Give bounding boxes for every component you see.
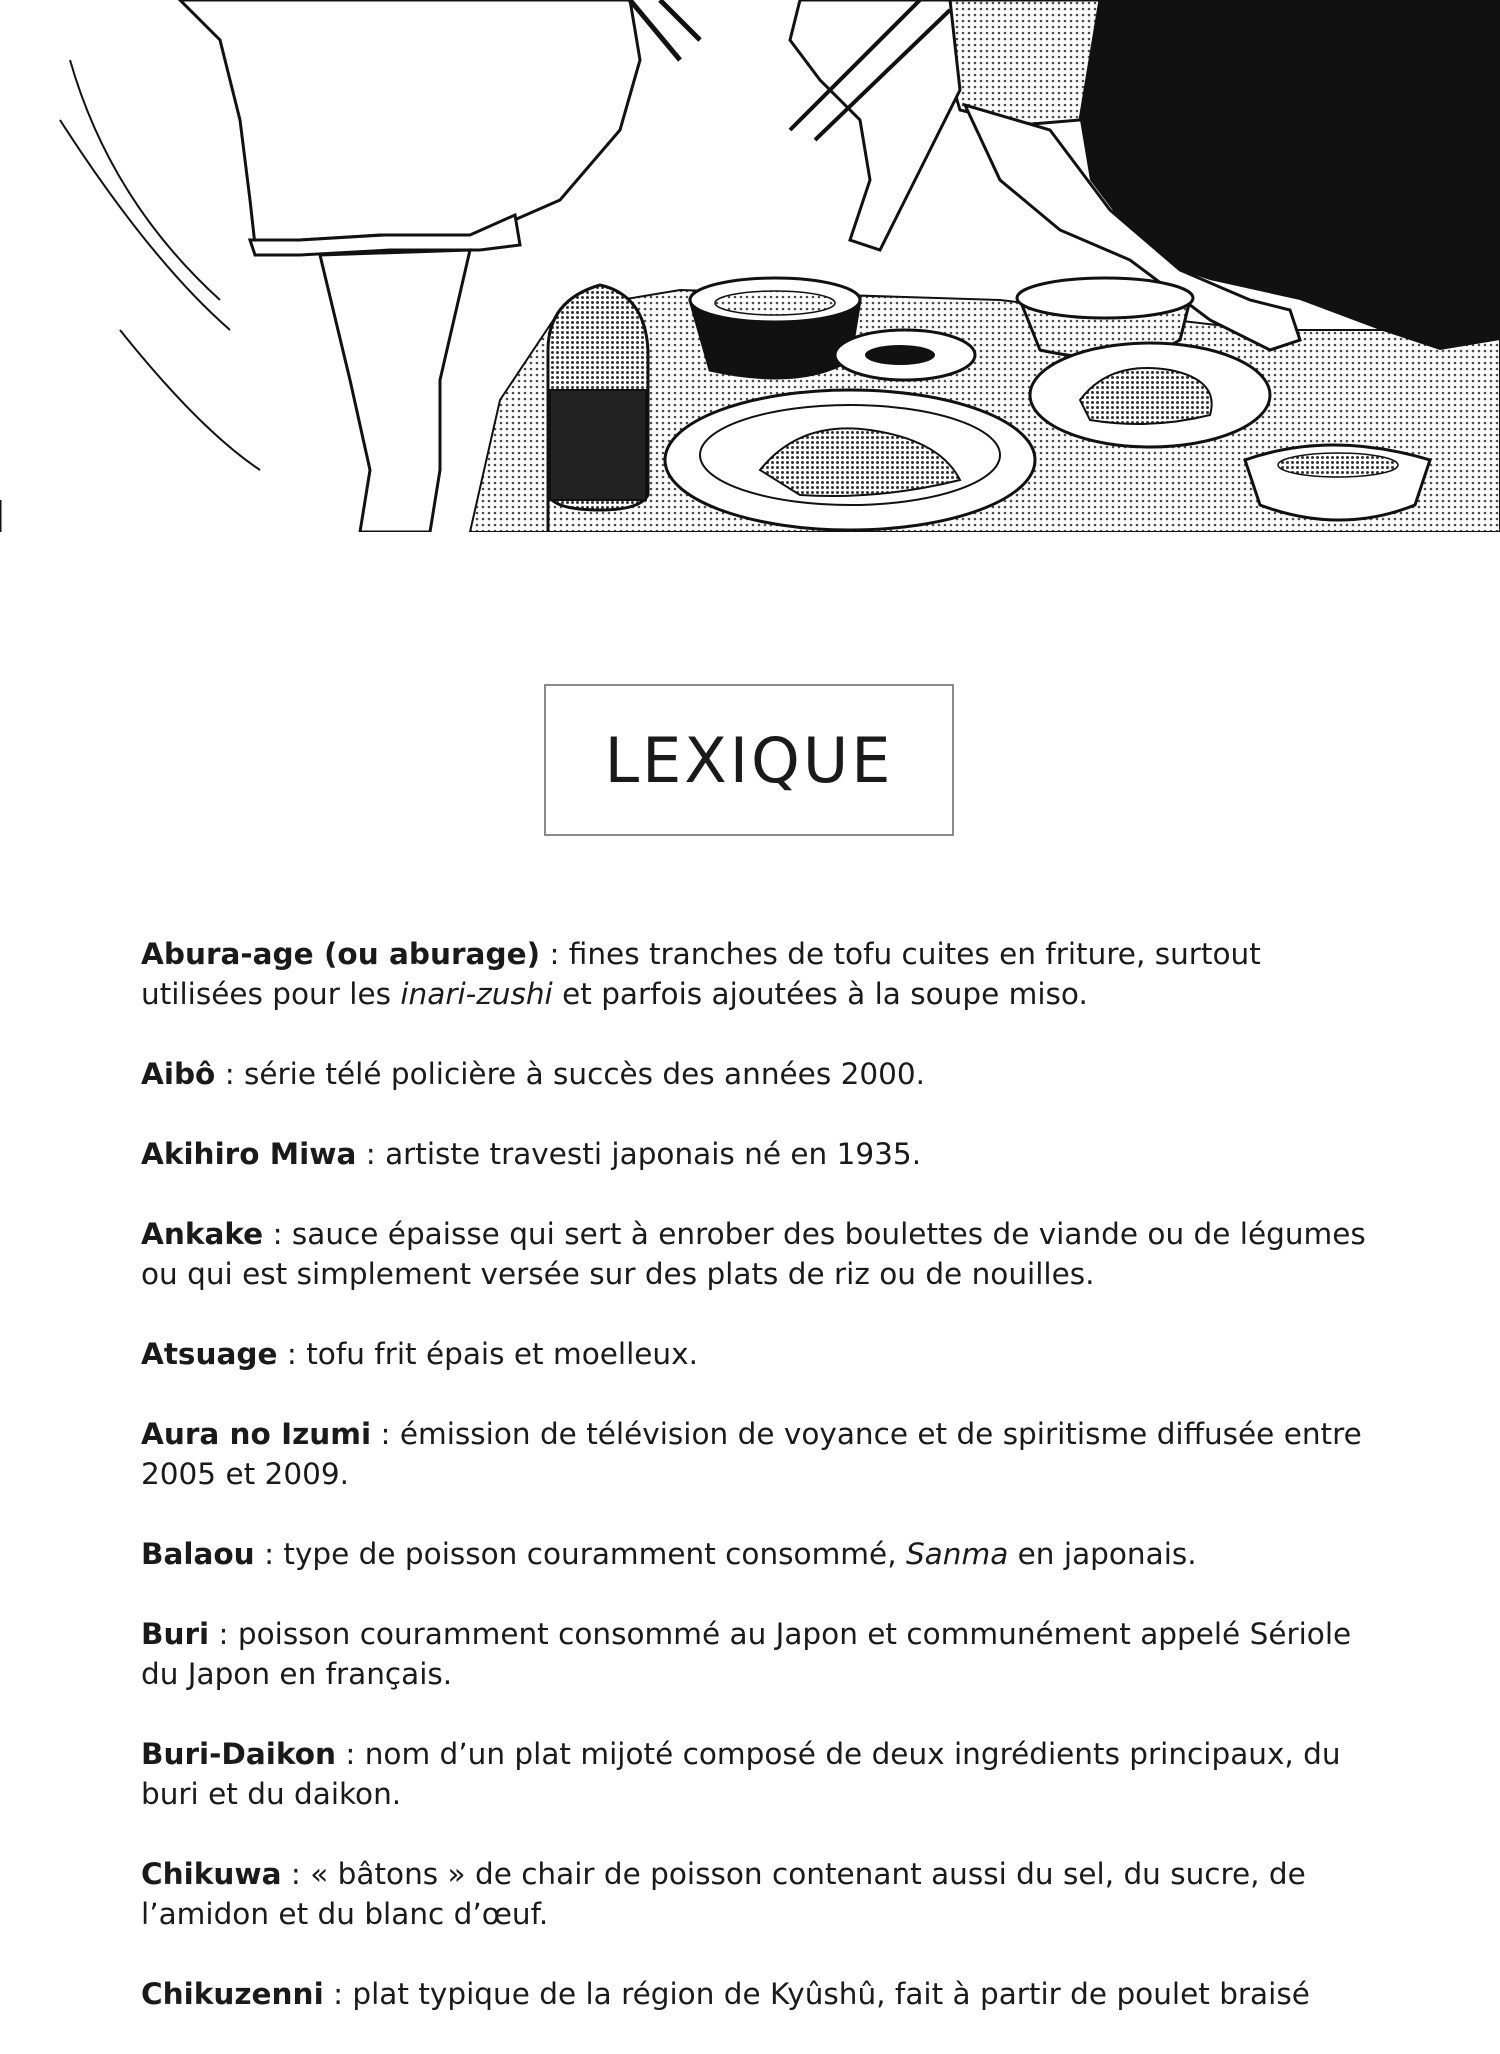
- glossary-definition-text: émission de télévision de voyance et de spiritisme diffusée entre 2005 et 2009.: [141, 1417, 1362, 1491]
- glossary-separator: :: [281, 1857, 311, 1891]
- glossary-separator: :: [215, 1057, 245, 1091]
- glossary-entry: [141, 1974, 1371, 2014]
- glossary-separator: :: [209, 1617, 238, 1651]
- glossary-term: Aibô: [141, 1057, 216, 1091]
- glossary-separator: :: [263, 1217, 292, 1251]
- glossary-entry: [141, 1614, 1371, 1694]
- glossary-entry: [141, 1854, 1371, 1934]
- glossary-entry: [141, 934, 1371, 1014]
- glossary-entry: [141, 1214, 1371, 1294]
- glossary-list: [141, 934, 1371, 2054]
- glossary-term: Buri-Daikon: [141, 1737, 336, 1771]
- glossary-definition-text: et parfois ajoutées à la soupe miso.: [552, 977, 1088, 1011]
- glossary-term: Ankake: [141, 1217, 264, 1251]
- glossary-separator: :: [371, 1417, 400, 1451]
- glossary-entry: [141, 1734, 1371, 1814]
- glossary-definition-text: tofu frit épais et moelleux.: [306, 1337, 698, 1371]
- page-title: LEXIQUE: [604, 723, 894, 797]
- glossary-entry: [141, 1134, 1371, 1174]
- glossary-definition-text: fines tranches de tofu cuites en friture, surtout utilisées pour les: [141, 937, 1261, 1011]
- glossary-term: Akihiro Miwa: [141, 1137, 357, 1171]
- glossary-term: Buri: [141, 1617, 210, 1651]
- glossary-definition-text: plat typique de la région de Kyûshû, fait à partir de poulet braisé: [352, 1977, 1310, 2011]
- glossary-entry: [141, 1414, 1371, 1494]
- glossary-term: Atsuage: [141, 1337, 278, 1371]
- glossary-definition-text: artiste travesti japonais né en 1935.: [385, 1137, 922, 1171]
- lexique-title-box: [544, 684, 954, 836]
- glossary-definition-text: « bâtons » de chair de poisson contenant aussi du sel, du sucre, de l’amidon et du blanc d’œuf.: [141, 1857, 1306, 1931]
- glossary-entry: [141, 1054, 1371, 1094]
- glossary-definition-text: série télé policière à succès des années 2000.: [244, 1057, 926, 1091]
- glossary-definition-text: en japonais.: [1008, 1537, 1197, 1571]
- glossary-separator: :: [336, 1737, 365, 1771]
- glossary-definition-text: sauce épaisse qui sert à enrober des boulettes de viande ou de légumes ou qui est simplement versée sur des plats de riz ou de nouilles.: [141, 1217, 1366, 1291]
- glossary-term-italic: Sanma: [905, 1537, 1009, 1571]
- glossary-term: Aura no Izumi: [141, 1417, 372, 1451]
- glossary-separator: :: [277, 1337, 307, 1371]
- glossary-term: Chikuwa: [141, 1857, 282, 1891]
- glossary-term-italic: inari-zushi: [400, 977, 553, 1011]
- glossary-term: Chikuzenni: [141, 1977, 324, 2011]
- glossary-separator: :: [323, 1977, 353, 2011]
- glossary-separator: :: [254, 1537, 284, 1571]
- glossary-separator: :: [540, 937, 569, 971]
- manga-illustration: [0, 0, 1500, 532]
- glossary-definition-text: type de poisson couramment consommé,: [283, 1537, 906, 1571]
- glossary-entry: [141, 1334, 1371, 1374]
- glossary-entry: [141, 1534, 1371, 1574]
- glossary-term: Balaou: [141, 1537, 255, 1571]
- glossary-separator: :: [356, 1137, 386, 1171]
- glossary-term: Abura-age (ou aburage): [141, 937, 541, 971]
- glossary-definition-text: nom d’un plat mijoté composé de deux ingrédients principaux, du buri et du daikon.: [141, 1737, 1341, 1811]
- glossary-definition-text: poisson couramment consommé au Japon et communément appelé Sériole du Japon en français.: [141, 1617, 1352, 1691]
